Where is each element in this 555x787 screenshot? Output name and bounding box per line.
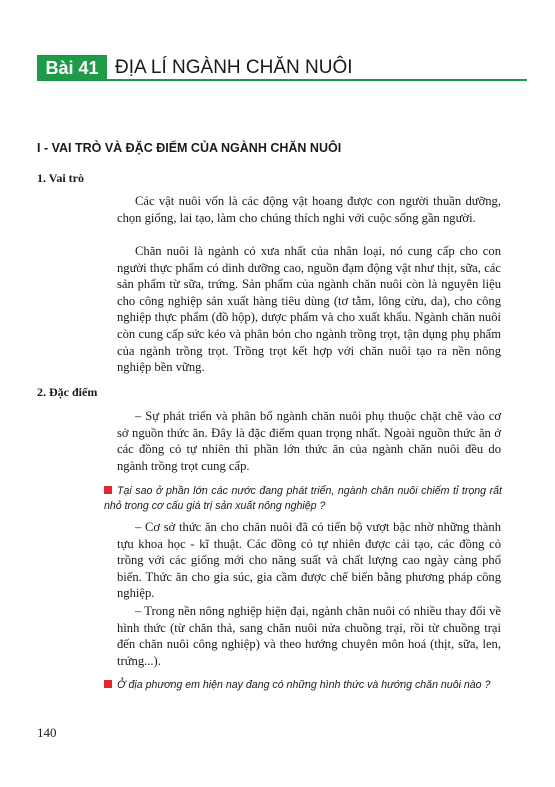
question-1: [104, 484, 502, 514]
features-point-2: – Cơ sở thức ăn cho chăn nuôi đã có tiến bộ vượt bậc nhờ những thành tựu khoa học - kĩ thuật. Các đồng cỏ tự nhiên được cải tạo, các đồng cỏ trồng với các giống mới cho năng suất và chất lượng cao ngày càng phổ biến. Thức ăn cho gia súc, gia cầm được chế biến bằng phương pháp công nghiệp.: [117, 520, 501, 601]
features-heading: 2. Đặc điểm: [37, 385, 98, 399]
question-2: [104, 678, 502, 693]
lesson-badge: Bài 41: [37, 55, 107, 81]
features-point-1: – Sự phát triển và phân bố ngành chăn nuôi phụ thuộc chặt chẽ vào cơ sở nguồn thức ăn. Đây là đặc điểm quan trọng nhất. Ngoài nguồn thức ăn ở các đồng cỏ tự nhiên thì phần lớn thức ăn của ngành chăn nuôi đều do ngành trồng trọt cung cấp.: [117, 409, 501, 473]
role-heading: 1. Vai trò: [37, 171, 85, 185]
role-paragraph-2: Chăn nuôi là ngành có xưa nhất của nhân loại, nó cung cấp cho con người thực phẩm có dinh dưỡng cao, nguồn đạm động vật như thịt, sữa, các sản phẩm từ sữa, trứng. Sản phẩm của ngành chăn nuôi còn là nguyên liệu cho công nghiệp sản xuất hàng tiêu dùng (tơ tằm, lông cừu, da), cho công nghiệp thực phẩm (đồ hộp), dược phẩm và cho xuất khẩu. Ngành chăn nuôi còn cung cấp sức kéo và phân bón cho ngành trồng trọt, tận dụng phụ phẩm của ngành trồng trọt. Trồng trọt kết hợp với chăn nuôi tạo ra nền nông nghiệp bền vững.: [117, 244, 501, 375]
section-title: I - VAI TRÒ VÀ ĐẶC ĐIỂM CỦA NGÀNH CHĂN NUÔI: [37, 141, 342, 155]
question-marker-icon: [104, 680, 112, 688]
question-2-text: Ở địa phương em hiện nay đang có những hình thức và hướng chăn nuôi nào ?: [117, 679, 491, 691]
role-paragraph-1: Các vật nuôi vốn là các động vật hoang được con người thuần dưỡng, chọn giống, lai tạo, làm cho chúng thích nghi với cuộc sống gần người.: [117, 194, 501, 225]
header-underline: [107, 79, 527, 81]
features-point-3: – Trong nền nông nghiệp hiện đại, ngành chăn nuôi có nhiều thay đổi về hình thức (từ chăn thả, sang chăn nuôi nửa chuồng trại, rồi từ chuồng trại đến chăn nuôi công nghiệp) và theo hướng chuyên môn hoá (thịt, sữa, len, trứng...).: [117, 604, 501, 668]
page-number: 140: [37, 725, 57, 740]
lesson-header: [37, 55, 527, 81]
question-1-text: Tại sao ở phần lớn các nước đang phát triển, ngành chăn nuôi chiếm tỉ trọng rất nhỏ trong cơ cấu giá trị sản xuất nông nghiệp ?: [104, 485, 502, 512]
lesson-title: ĐỊA LÍ NGÀNH CHĂN NUÔI: [115, 57, 353, 78]
question-marker-icon: [104, 486, 112, 494]
